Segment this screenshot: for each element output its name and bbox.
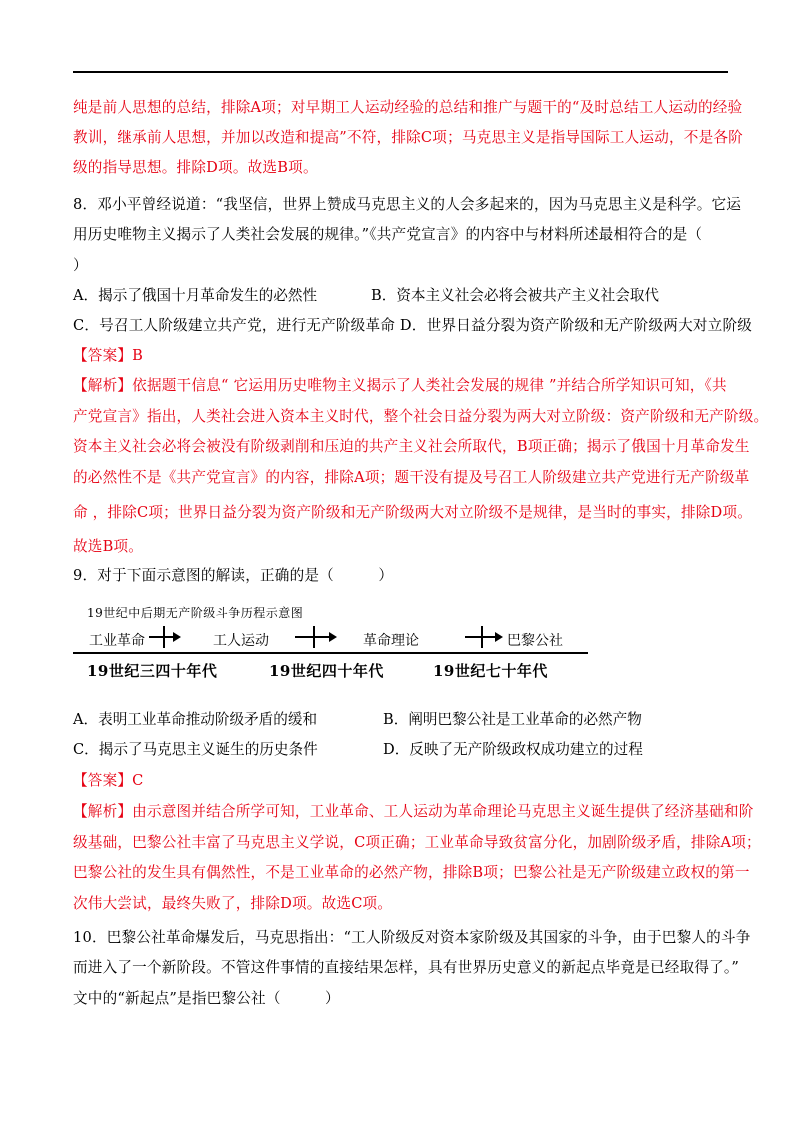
diagram-date: 19世纪三四十年代 — [87, 662, 218, 680]
question-8-option-b: B．资本主义社会必将会被共产主义社会取代 — [371, 287, 660, 304]
explanation-line: 故选B项。 — [73, 538, 144, 555]
question-9-option-d: D．反映了无产阶级政权成功建立的过程 — [383, 741, 643, 758]
question-8-stem: 8．邓小平曾经说道：“我坚信，世界上赞成马克思主义的人会多起来的，因为马克思主义是科学。它运 — [73, 196, 742, 213]
explanation-line: 次伟大尝试，最终失败了，排除D项。故选C项。 — [73, 895, 393, 912]
answer-label: 【答案】C — [73, 772, 144, 789]
answer-label: 【答案】B — [73, 347, 144, 364]
question-9-option-b: B．阐明巴黎公社是工业革命的必然产物 — [383, 711, 642, 728]
diagram-item: 工业革命 — [89, 633, 145, 649]
question-8-option-a: A．揭示了俄国十月革命发生的必然性 — [73, 287, 318, 304]
explanation-line: 命 ，排除C项；世界日益分裂为资产阶级和无产阶级两大对立阶级不是规律，是当时的事实，排除D项。 — [73, 504, 753, 521]
timeline-diagram — [73, 602, 593, 682]
question-10-stem: 而进入了一个新阶段。不管这件事情的直接结果怎样，具有世界历史意义的新起点毕竟是已经取得了。” — [73, 959, 740, 976]
text-line: 教训，继承前人思想，并加以改造和提高”不符，排除C项；马克思主义是指导国际工人运动，不是各阶 — [73, 129, 743, 146]
question-9-stem: 9．对于下面示意图的解读，正确的是（ ） — [73, 567, 394, 584]
text-line: 纯是前人思想的总结，排除A项；对早期工人运动经验的总结和推广与题干的“及时总结工人运动的经验 — [73, 99, 743, 116]
question-8-stem: ） — [73, 257, 88, 274]
explanation-line: 【解析】由示意图并结合所学可知，工业革命、工人运动为革命理论马克思主义诞生提供了经济基础和阶 — [73, 803, 754, 820]
question-8-option-cd: C．号召工人阶级建立共产党，进行无产阶级革命 D．世界日益分裂为资产阶级和无产阶级两大对立阶级 — [73, 317, 753, 334]
question-10-stem: 文中的“新起点”是指巴黎公社（ ） — [73, 990, 340, 1007]
diagram-title: 19世纪中后期无产阶级斗争历程示意图 — [87, 606, 304, 620]
diagram-date: 19世纪七十年代 — [433, 662, 548, 680]
explanation-line: 产党宣言》指出，人类社会进入资本主义时代，整个社会日益分裂为两大对立阶级：资产阶级和无产阶级。 — [73, 408, 769, 425]
explanation-line: 巴黎公社的发生具有偶然性，不是工业革命的必然产物，排除B项；巴黎公社是无产阶级建立政权的第一 — [73, 864, 750, 881]
text-line: 级的指导思想。排除D项。故选B项。 — [73, 159, 318, 176]
explanation-line: 资本主义社会必将会被没有阶级剥削和压迫的共产主义社会所取代，B项正确；揭示了俄国十月革命发生 — [73, 438, 750, 455]
explanation-line: 级基础，巴黎公社丰富了马克思主义学说，C项正确；工业革命导致贫富分化，加剧阶级矛盾，排除A项； — [73, 834, 761, 851]
question-9-option-a: A．表明工业革命推动阶级矛盾的缓和 — [73, 711, 318, 728]
diagram-axis — [73, 652, 588, 654]
question-10-stem: 10．巴黎公社革命爆发后，马克思指出：“工人阶级反对资本家阶级及其国家的斗争，由于巴黎人的斗争 — [73, 929, 751, 946]
arrow-right-icon — [173, 632, 181, 642]
diagram-arrow-line — [465, 636, 495, 638]
diagram-item: 革命理论 — [363, 633, 419, 649]
explanation-line: 的必然性不是《共产党宣言》的内容，排除A项；题干没有提及号召工人阶级建立共产党进行无产阶级革 — [73, 469, 750, 486]
question-9-option-c: C．揭示了马克思主义诞生的历史条件 — [73, 741, 318, 758]
arrow-right-icon — [495, 632, 503, 642]
diagram-item: 工人运动 — [213, 633, 269, 649]
diagram-arrow-line — [149, 636, 173, 638]
explanation-line: 【解析】依据题干信息“ 它运用历史唯物主义揭示了人类社会发展的规律 ”并结合所学知识可知，《共 — [73, 377, 727, 394]
diagram-arrow-line — [295, 636, 329, 638]
header-rule — [73, 71, 728, 73]
question-8-stem: 用历史唯物主义揭示了人类社会发展的规律。”《共产党宣言》的内容中与材料所述最相符合的是（ — [73, 226, 703, 243]
diagram-item: 巴黎公社 — [507, 633, 563, 649]
diagram-date: 19世纪四十年代 — [269, 662, 384, 680]
arrow-right-icon — [329, 632, 337, 642]
